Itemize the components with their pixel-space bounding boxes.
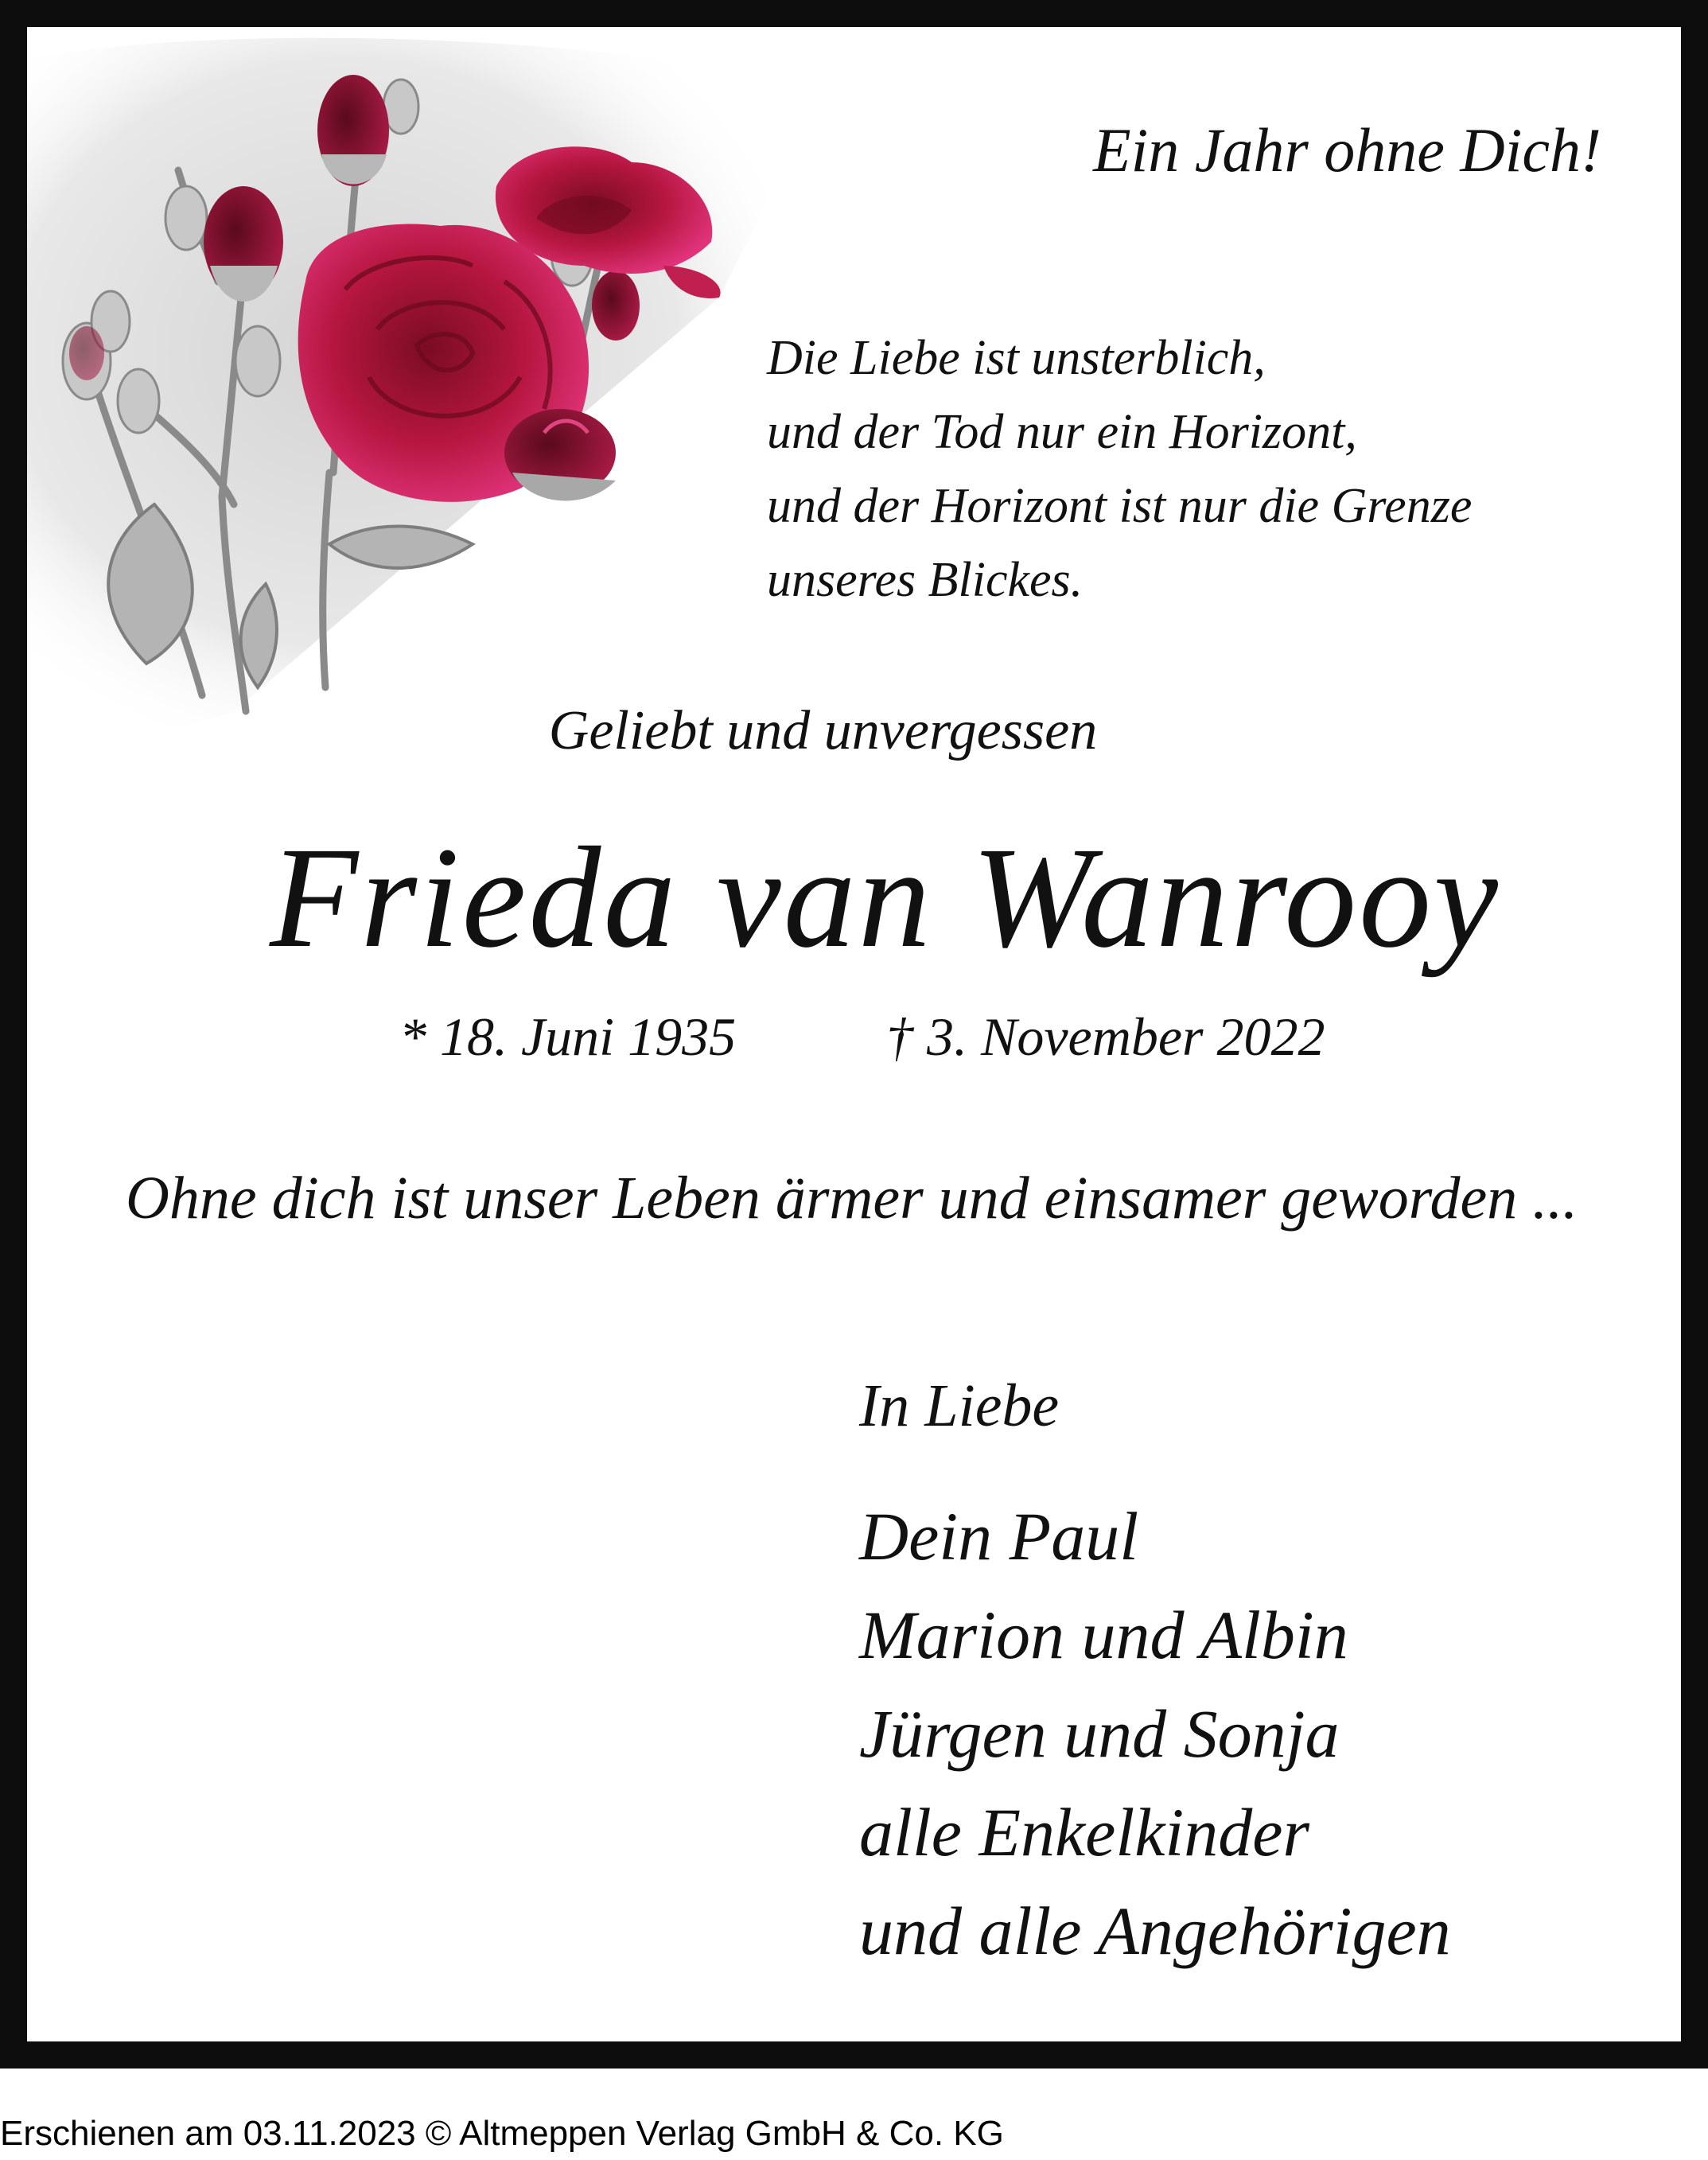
- birth-date: * 18. Juni 1935: [399, 1006, 737, 1067]
- death-date: † 3. November 2022: [886, 1006, 1325, 1067]
- tagline: [27, 699, 1708, 763]
- publication-footer: Erschienen am 03.11.2023 © Altmeppen Verlag GmbH & Co. KG: [0, 2114, 1004, 2153]
- signer: Marion und Albin: [859, 1597, 1348, 1673]
- signer: Jürgen und Sonja: [859, 1695, 1340, 1772]
- poem-line: und der Horizont ist nur die Grenze: [767, 479, 1473, 533]
- deceased-name-text: Frieda van Wanrooy: [270, 818, 1500, 978]
- poem: [767, 321, 1472, 617]
- deceased-name: [27, 815, 1708, 981]
- poem-line: unseres Blickes.: [767, 553, 1084, 607]
- signer: alle Enkelkinder: [859, 1794, 1309, 1870]
- signer: und alle Angehörigen: [859, 1893, 1451, 1969]
- signer: Dein Paul: [859, 1498, 1139, 1574]
- headline: Ein Jahr ohne Dich!: [1092, 115, 1601, 185]
- poem-line: und der Tod nur ein Horizont,: [767, 405, 1357, 459]
- poem-line: Die Liebe ist unsterblich,: [767, 331, 1266, 385]
- tagline-text: Geliebt und unvergessen: [548, 700, 1098, 761]
- signoff: In Liebe: [859, 1372, 1060, 1439]
- message-text: Ohne dich ist unser Leben ärmer und einsamer geworden ...: [126, 1165, 1578, 1232]
- signers-list: [859, 1487, 1451, 1980]
